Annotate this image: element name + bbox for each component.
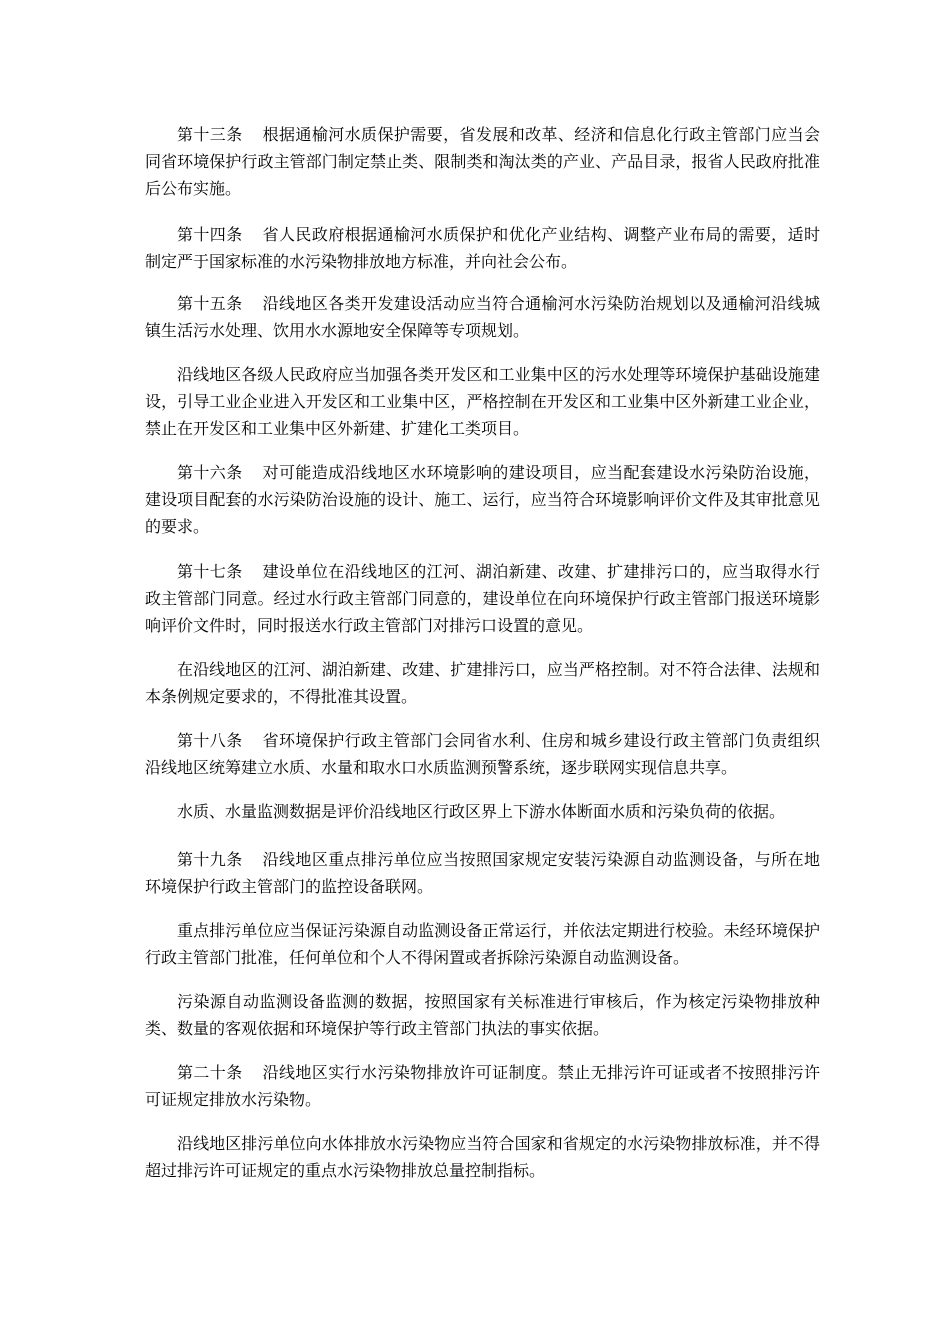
paragraph-text: 污染源自动监测设备监测的数据，按照国家有关标准进行审核后，作为核定污染物排放种类、数量的客观依据和环境保护等行政主管部门执法的事实依据。 (145, 992, 820, 1038)
paragraph-article-19-clause-3 (145, 988, 820, 1042)
paragraph-text: 根据通榆河水质保护需要，省发展和改革、经济和信息化行政主管部门应当会同省环境保护行政主管部门制定禁止类、限制类和淘汰类的产业、产品目录，报省人民政府批准后公布实施。 (145, 125, 820, 198)
paragraph-article-13 (145, 121, 820, 202)
article-number: 第十八条 (177, 731, 243, 750)
paragraph-text: 在沿线地区的江河、湖泊新建、改建、扩建排污口，应当严格控制。对不符合法律、法规和本条例规定要求的，不得批准其设置。 (145, 660, 820, 706)
paragraph-text: 沿线地区各类开发建设活动应当符合通榆河水污染防治规划以及通榆河沿线城镇生活污水处理、饮用水水源地安全保障等专项规划。 (145, 294, 820, 340)
article-number: 第十五条 (177, 294, 243, 313)
paragraph-article-18-clause-2 (145, 798, 820, 825)
article-number: 第十九条 (177, 850, 243, 869)
article-number: 第二十条 (177, 1063, 243, 1082)
article-number: 第十六条 (177, 463, 243, 482)
paragraph-article-17 (145, 558, 820, 639)
paragraph-article-15-clause-2 (145, 361, 820, 442)
paragraph-text: 建设单位在沿线地区的江河、湖泊新建、改建、扩建排污口的，应当取得水行政主管部门同意。经过水行政主管部门同意的，建设单位在向环境保护行政主管部门报送环境影响评价文件时，同时报送水行政主管部门对排污口设置的意见。 (145, 562, 820, 635)
article-number: 第十七条 (177, 562, 243, 581)
paragraph-text: 沿线地区重点排污单位应当按照国家规定安装污染源自动监测设备，与所在地环境保护行政主管部门的监控设备联网。 (145, 850, 820, 896)
paragraph-text: 沿线地区排污单位向水体排放水污染物应当符合国家和省规定的水污染物排放标准，并不得超过排污许可证规定的重点水污染物排放总量控制指标。 (145, 1134, 820, 1180)
paragraph-article-17-clause-2 (145, 656, 820, 710)
paragraph-article-15 (145, 290, 820, 344)
paragraph-article-18 (145, 727, 820, 781)
paragraph-article-14 (145, 221, 820, 275)
paragraph-text: 对可能造成沿线地区水环境影响的建设项目，应当配套建设水污染防治设施，建设项目配套的水污染防治设施的设计、施工、运行，应当符合环境影响评价文件及其审批意见的要求。 (145, 463, 820, 536)
paragraph-text: 沿线地区实行水污染物排放许可证制度。禁止无排污许可证或者不按照排污许可证规定排放水污染物。 (145, 1063, 820, 1109)
paragraph-article-20-clause-2 (145, 1130, 820, 1184)
paragraph-article-19 (145, 846, 820, 900)
paragraph-article-20 (145, 1059, 820, 1113)
paragraph-text: 省环境保护行政主管部门会同省水利、住房和城乡建设行政主管部门负责组织沿线地区统筹建立水质、水量和取水口水质监测预警系统，逐步联网实现信息共享。 (145, 731, 820, 777)
paragraph-text: 水质、水量监测数据是评价沿线地区行政区界上下游水体断面水质和污染负荷的依据。 (177, 802, 786, 821)
paragraph-text: 沿线地区各级人民政府应当加强各类开发区和工业集中区的污水处理等环境保护基础设施建设，引导工业企业进入开发区和工业集中区，严格控制在开发区和工业集中区外新建工业企业，禁止在开发区和工业集中区外新建、扩建化工类项目。 (145, 365, 820, 438)
paragraph-text: 省人民政府根据通榆河水质保护和优化产业结构、调整产业布局的需要，适时制定严于国家标准的水污染物排放地方标准，并向社会公布。 (145, 225, 820, 271)
paragraph-article-16 (145, 459, 820, 540)
paragraph-article-19-clause-2 (145, 917, 820, 971)
article-number: 第十三条 (177, 125, 243, 144)
article-number: 第十四条 (177, 225, 243, 244)
paragraph-text: 重点排污单位应当保证污染源自动监测设备正常运行，并依法定期进行校验。未经环境保护行政主管部门批准，任何单位和个人不得闲置或者拆除污染源自动监测设备。 (145, 921, 820, 967)
